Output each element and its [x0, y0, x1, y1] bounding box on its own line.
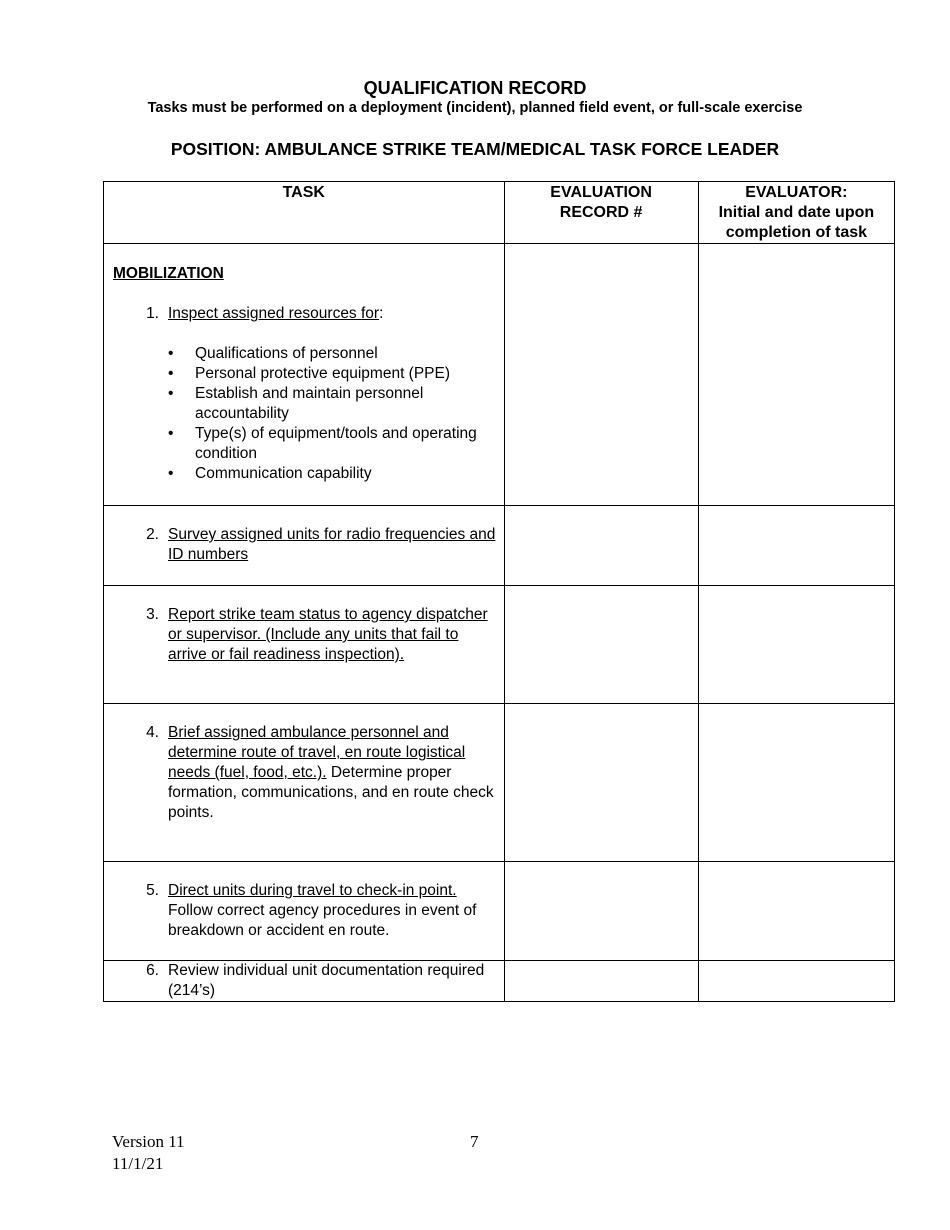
- header-evaluation-record: [504, 182, 698, 244]
- task-cell: [104, 244, 505, 506]
- table-header-row: [104, 182, 895, 244]
- task-item: [112, 881, 496, 941]
- header-evaluator-line2: Initial and date upon: [718, 204, 875, 221]
- task-item: [112, 605, 496, 665]
- task-item: [112, 961, 496, 1001]
- list-item: • Communication capability: [195, 464, 496, 484]
- evaluator-cell[interactable]: [698, 704, 894, 862]
- task-number: 2.: [146, 526, 159, 543]
- task-number: 4.: [146, 724, 159, 741]
- header-evaluator-line3: completion of task: [725, 224, 868, 241]
- header-task: TASK: [104, 182, 505, 244]
- task-number: 3.: [146, 606, 159, 623]
- table-row: [104, 862, 895, 961]
- task-item: [112, 525, 496, 565]
- task-cell: [104, 586, 505, 704]
- list-item: • Personal protective equipment (PPE): [195, 364, 496, 384]
- header-evaluator: [698, 182, 894, 244]
- table-row: [104, 704, 895, 862]
- task-item: [112, 304, 496, 324]
- task-number: 5.: [146, 882, 159, 899]
- evaluator-cell[interactable]: [698, 244, 894, 506]
- evaluator-cell[interactable]: [698, 961, 894, 1002]
- header-evaluator-line1: EVALUATOR:: [745, 184, 848, 201]
- task-text-plain: Review individual unit documentation required (214’s): [168, 962, 485, 999]
- evaluator-cell[interactable]: [698, 506, 894, 586]
- task-text-underlined: Direct units during travel to check-in point.: [168, 882, 457, 899]
- evaluation-record-cell[interactable]: [504, 586, 698, 704]
- qualification-table: [103, 181, 895, 1002]
- task-text-underlined: Inspect assigned resources for: [168, 305, 380, 322]
- footer-date: 11/1/21: [112, 1154, 164, 1173]
- evaluation-record-cell[interactable]: [504, 862, 698, 961]
- page-number: 7: [470, 1132, 479, 1151]
- evaluation-record-cell[interactable]: [504, 244, 698, 506]
- evaluation-record-cell[interactable]: [504, 704, 698, 862]
- record-title: QUALIFICATION RECORD: [363, 78, 587, 98]
- list-item: • Type(s) of equipment/tools and operating condition: [195, 424, 496, 464]
- footer-version-block: [112, 1131, 185, 1175]
- table-row: [104, 961, 895, 1002]
- task-text-underlined: Brief assigned ambulance personnel and determine route of travel, en route logistical needs (fuel, food, etc.).: [168, 724, 466, 781]
- evaluation-record-cell[interactable]: [504, 506, 698, 586]
- evaluation-record-cell[interactable]: [504, 961, 698, 1002]
- task-text-underlined: Report strike team status to agency dispatcher or supervisor. (Include any units that fail to arrive or fail readiness inspection).: [168, 606, 488, 663]
- table-row: [104, 244, 895, 506]
- task-item: [112, 723, 496, 823]
- evaluator-cell[interactable]: [698, 862, 894, 961]
- list-item: • Establish and maintain personnel accountability: [195, 384, 496, 424]
- table-row: [104, 506, 895, 586]
- task-text-plain: Follow correct agency procedures in event of breakdown or accident en route.: [168, 902, 477, 939]
- task-text-underlined: Survey assigned units for radio frequencies and ID numbers: [168, 526, 496, 563]
- record-subtitle: Tasks must be performed on a deployment (incident), planned field event, or full-scale exercise: [147, 100, 803, 116]
- task-cell: [104, 704, 505, 862]
- task-number: 6.: [146, 962, 159, 979]
- position-title: POSITION: AMBULANCE STRIKE TEAM/MEDICAL TASK FORCE LEADER: [170, 139, 780, 159]
- header-record-line2: RECORD #: [559, 204, 643, 221]
- header-record-line1: EVALUATION: [550, 184, 652, 201]
- task-cell: [104, 961, 505, 1002]
- bullet-list: [112, 344, 496, 484]
- footer-version: Version 11: [112, 1132, 185, 1151]
- task-number: 1.: [146, 305, 159, 322]
- list-item: • Qualifications of personnel: [195, 344, 496, 364]
- task-cell: [104, 862, 505, 961]
- task-cell: [104, 506, 505, 586]
- evaluator-cell[interactable]: [698, 586, 894, 704]
- section-heading: MOBILIZATION: [113, 265, 224, 282]
- table-row: [104, 586, 895, 704]
- task-text-suffix: :: [379, 305, 384, 322]
- task-text-plain: Determine proper formation, communications, and en route check points.: [168, 764, 494, 821]
